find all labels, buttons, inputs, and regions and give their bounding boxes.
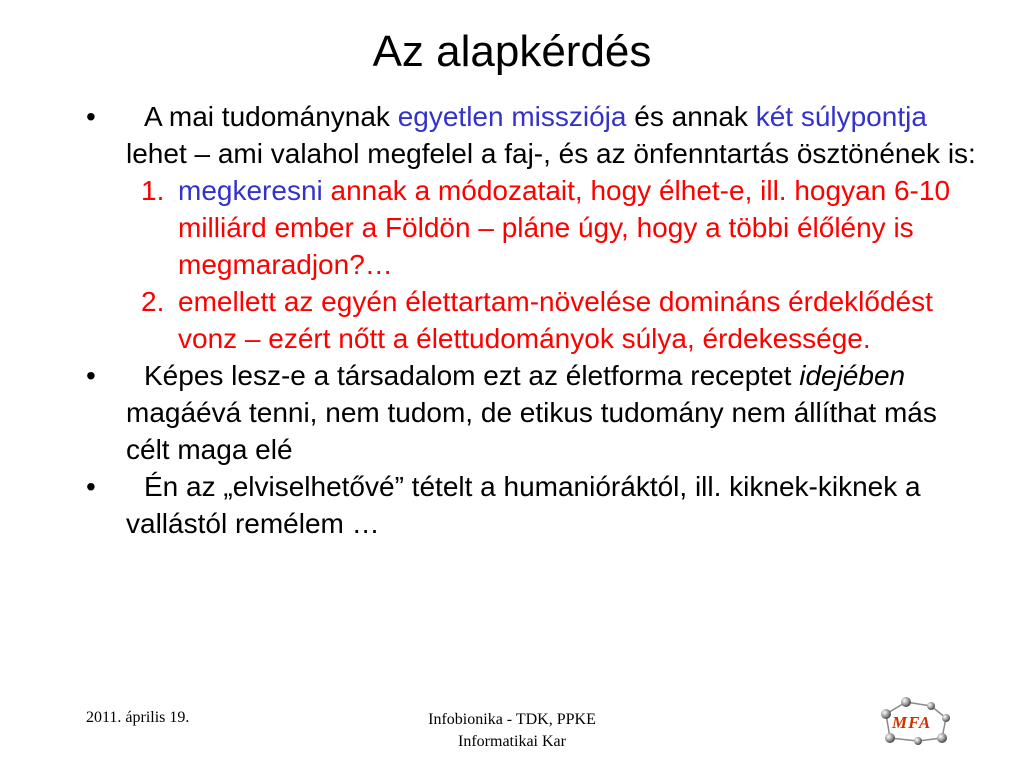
bullet-text: lehet – ami valahol megfelel a faj-, és az önfenntartás ösztönének is: [126,138,976,169]
bullet-dot-icon: • [86,101,96,132]
slide-title: Az alapkérdés [372,27,652,76]
footer-date: 2011. április 19. [86,709,190,726]
logo-text: MFA [892,713,932,732]
slide-content [86,98,986,542]
bullet-text: Képes lesz-e a társadalom ezt az életforma receptet [144,360,800,391]
footer-caption [384,709,640,753]
bullet-item [86,98,986,172]
highlight-text: két súlypontja [755,101,927,132]
bullet-text: és annak [626,101,756,132]
bullet-dot-icon: • [86,360,96,391]
emphasis-text: idejében [799,360,906,391]
subitem-lead: megkeresni [178,175,323,206]
footer-line: Informatikai Kar [458,733,566,750]
mfa-logo [876,694,956,746]
bullet-text: A mai tudománynak [144,101,398,132]
subitem-number: 2. [141,286,165,317]
bullet-dot-icon: • [86,471,96,502]
footer-line: Infobionika - TDK, PPKE [428,711,596,728]
numbered-subitem [86,283,986,357]
numbered-subitem [86,172,986,283]
subitem-number: 1. [141,175,165,206]
bullet-text: magáévá tenni, nem tudom, de etikus tudomány nem állíthat más célt maga elé [126,397,937,465]
bullet-item [86,468,986,542]
subitem-text: annak a módozatait, hogy élhet-e, ill. hogyan 6-10 milliárd ember a Földön – pláne úgy, hogy a többi élőlény is megmaradjon?… [178,175,951,280]
bullet-text: Én az „elviselhetővé” tételt a humanióráktól, ill. kiknek-kiknek a vallástól remélem … [126,471,921,539]
subitem-text: emellett az egyén élettartam-növelése domináns érdeklődést vonz – ezért nőtt a élettudományok súlya, érdekessége. [178,286,933,354]
bullet-item [86,357,986,468]
highlight-text: egyetlen missziója [397,101,627,132]
